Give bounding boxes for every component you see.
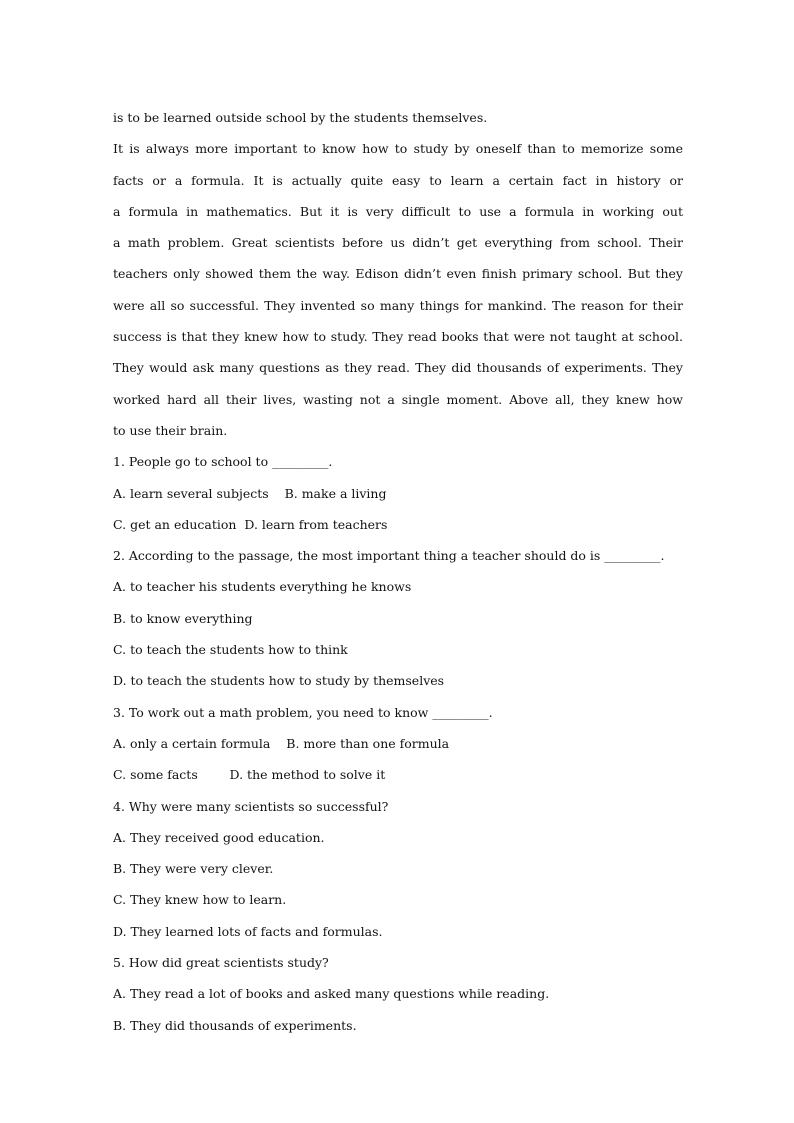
passage-line: teachers only showed them the way. Edison didn’t even finish primary school. But they <box>113 266 683 282</box>
passage-line: They would ask many questions as they read. They did thousands of experiments. They <box>113 360 683 376</box>
passage-line: success is that they knew how to study. They read books that were not taught at school. <box>113 329 683 345</box>
passage-line: were all so successful. They invented so many things for mankind. The reason for their <box>113 297 683 313</box>
passage-line: a formula in mathematics. But it is very difficult to use a formula in working out <box>113 203 683 219</box>
answer-options-line: A. only a certain formula B. more than one formula <box>113 735 450 751</box>
page-content <box>113 102 683 1041</box>
question-stem: 3. To work out a math problem, you need to know _________. <box>113 704 493 720</box>
question-4 <box>113 791 683 947</box>
question-stem: 1. People go to school to _________. <box>113 454 333 470</box>
passage-line: worked hard all their lives, wasting not a single moment. Above all, they knew how <box>113 391 683 407</box>
answer-option: A. They received good education. <box>113 829 325 845</box>
answer-option: B. They were very clever. <box>113 861 274 877</box>
question-1 <box>113 446 683 540</box>
answer-options-line: A. learn several subjects B. make a living <box>113 485 387 501</box>
question-2 <box>113 540 683 696</box>
answer-option: D. to teach the students how to study by themselves <box>113 673 445 689</box>
question-5 <box>113 947 683 1041</box>
answer-option: C. to teach the students how to think <box>113 642 348 658</box>
passage-line: is to be learned outside school by the students themselves. <box>113 110 488 125</box>
question-stem: 4. Why were many scientists so successful? <box>113 798 389 814</box>
answer-option: B. to know everything <box>113 610 253 626</box>
passage-line: to use their brain. <box>113 422 228 438</box>
answer-option: A. to teacher his students everything he knows <box>113 579 412 595</box>
answer-option: C. They knew how to learn. <box>113 892 287 908</box>
passage-line: It is always more important to know how to study by oneself than to memorize some <box>113 141 683 157</box>
answer-option: D. They learned lots of facts and formulas. <box>113 923 383 939</box>
question-stem: 2. According to the passage, the most important thing a teacher should do is _________. <box>113 548 665 564</box>
reading-passage <box>113 102 683 446</box>
answer-option: B. They did thousands of experiments. <box>113 1017 357 1033</box>
answer-option: A. They read a lot of books and asked many questions while reading. <box>113 986 550 1002</box>
question-stem: 5. How did great scientists study? <box>113 955 329 971</box>
question-3 <box>113 697 683 791</box>
answer-options-line: C. get an education D. learn from teachers <box>113 516 388 532</box>
passage-line: a math problem. Great scientists before us didn’t get everything from school. Their <box>113 235 683 251</box>
passage-line: facts or a formula. It is actually quite easy to learn a certain fact in history or <box>113 172 683 188</box>
answer-options-line: C. some facts D. the method to solve it <box>113 767 386 783</box>
